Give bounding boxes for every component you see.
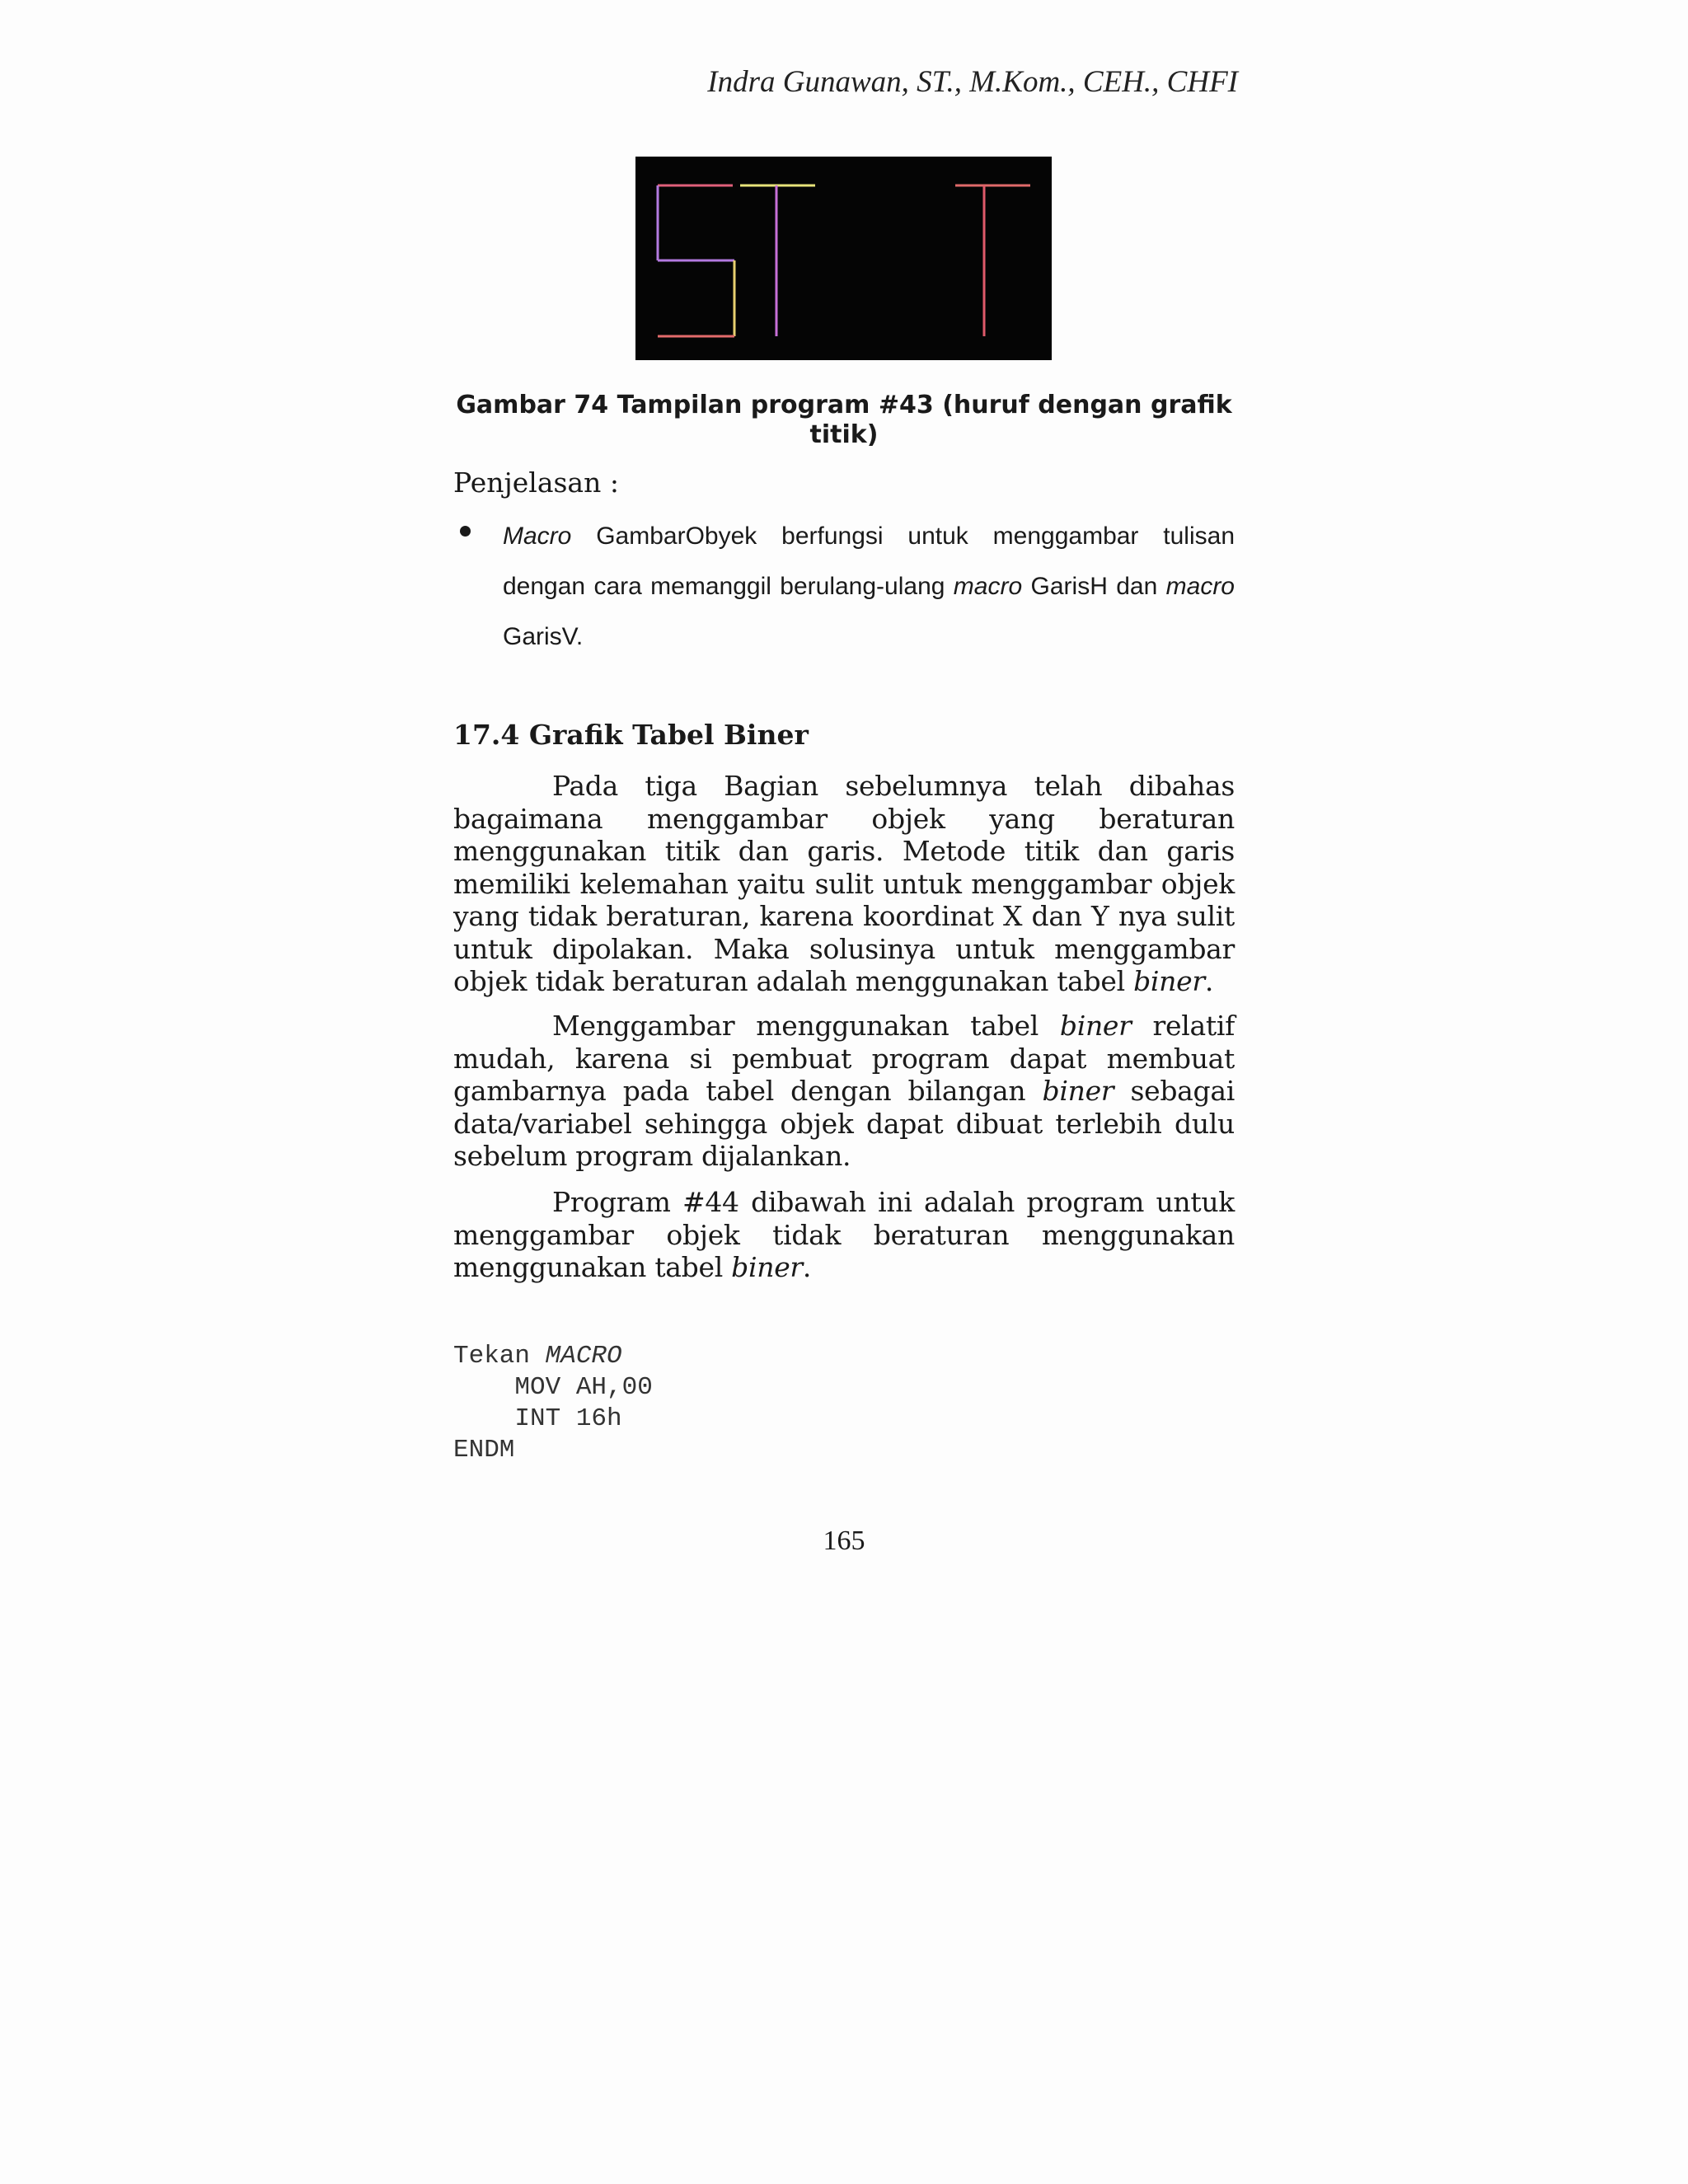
code-line-2: MOV AH,00: [453, 1373, 653, 1402]
term-biner: biner: [731, 1251, 803, 1283]
code-line-1: [453, 1342, 622, 1371]
program-output-letters-icon: [635, 157, 1052, 360]
paragraph-1: [453, 770, 1235, 998]
macro-term: macro: [953, 573, 1023, 600]
caption-line-1: Gambar 74 Tampilan program #43 (huruf dengan grafik: [456, 391, 1232, 419]
figure-caption: [453, 391, 1235, 450]
paragraph-1-end: .: [1204, 965, 1214, 997]
code-macro-keyword: MACRO: [545, 1342, 622, 1371]
page-number: 165: [823, 1526, 865, 1556]
caption-line-2: titik): [809, 420, 879, 449]
code-keyword-tekan: Tekan: [453, 1342, 546, 1371]
code-listing: [453, 1341, 653, 1466]
paragraph-2-text-a: Menggambar menggunakan tabel: [552, 1010, 1060, 1042]
macro-term: Macro: [503, 523, 572, 550]
bullet-text-part-2: GarisH dan: [1022, 573, 1166, 600]
code-line-3: INT 16h: [453, 1404, 622, 1433]
paragraph-3-end: .: [802, 1251, 812, 1283]
term-biner: biner: [1042, 1075, 1114, 1107]
explanation-label: Penjelasan :: [453, 466, 619, 499]
macro-term: macro: [1165, 573, 1235, 600]
paragraph-1-text: Pada tiga Bagian sebelumnya telah dibahas bagaimana menggambar objek yang beraturan menggunakan titik dan garis. Metode titik dan garis memiliki kelemahan yaitu sulit untuk menggambar objek yang tidak beraturan, karena koordinat X dan Y nya sulit untuk dipolakan. Maka solusinya untuk menggambar objek tidak beraturan adalah menggunakan tabel: [453, 770, 1235, 997]
paragraph-2: [453, 1010, 1235, 1173]
bullet-text-part-3: GarisV.: [503, 623, 584, 650]
term-biner: biner: [1133, 965, 1205, 997]
section-heading: 17.4 Grafik Tabel Biner: [453, 719, 809, 751]
code-line-4: ENDM: [453, 1436, 515, 1465]
running-header: Indra Gunawan, ST., M.Kom., CEH., CHFI: [707, 65, 1238, 99]
paragraph-2-text-c: sebagai data/variabel sehingga objek dapat dibuat terlebih dulu sebelum program dijalankan.: [453, 1075, 1235, 1172]
bullet-icon: [460, 526, 471, 537]
paragraph-3: [453, 1186, 1235, 1284]
bullet-text: [503, 511, 1235, 662]
program-output-figure: [635, 157, 1052, 360]
bullet-text-part-1: GambarObyek berfungsi untuk menggambar tulisan dengan cara memanggil berulang-ulang: [503, 523, 1235, 600]
paragraph-3-text: Program #44 dibawah ini adalah program untuk menggambar objek tidak beraturan menggunakan menggunakan tabel: [453, 1186, 1235, 1283]
paragraph-2-text-b: relatif mudah, karena si pembuat program dapat membuat gambarnya pada tabel dengan bilangan: [453, 1010, 1235, 1107]
explanation-list: [453, 511, 1235, 662]
list-item: [453, 511, 1235, 662]
term-biner: biner: [1059, 1010, 1132, 1042]
